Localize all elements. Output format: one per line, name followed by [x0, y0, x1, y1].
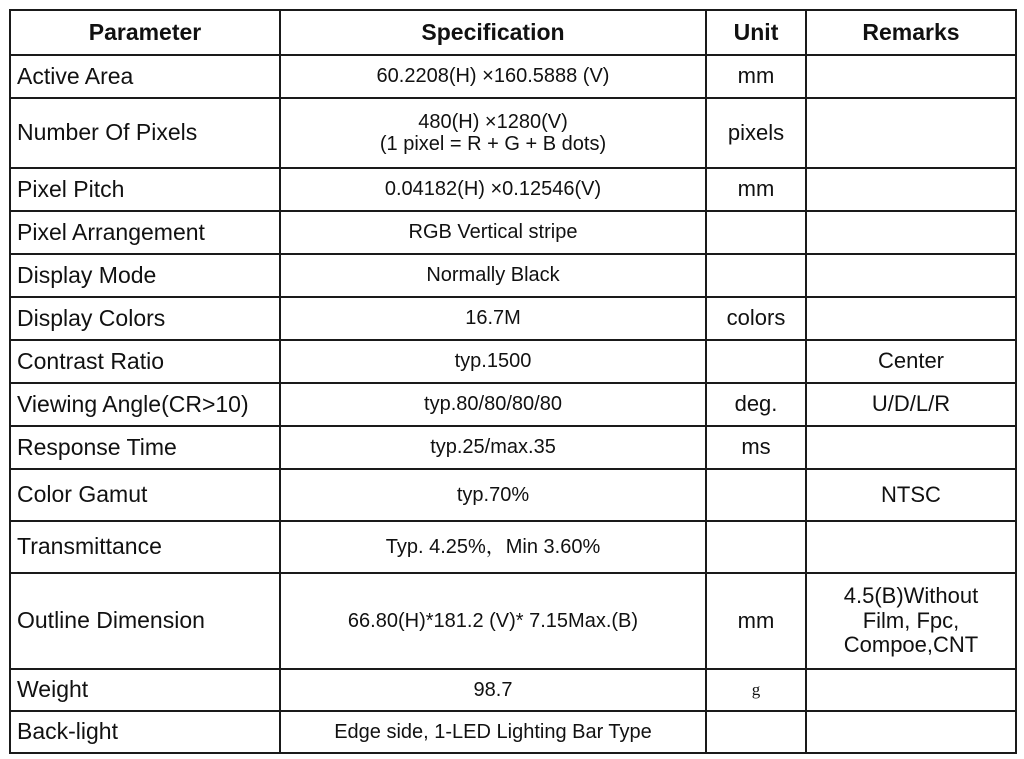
specification-cell [280, 426, 706, 469]
parameter-cell: Weight [10, 669, 280, 711]
specification-line: (1 pixel = R + G + B dots) [379, 133, 607, 155]
specification-cell [280, 469, 706, 521]
specification-cell [280, 254, 706, 297]
specification-line: 60.2208(H) ×160.5888 (V) [376, 65, 610, 88]
specification-cell [280, 711, 706, 753]
specification-line: Normally Black [426, 264, 560, 287]
header-specification: Specification [280, 10, 706, 55]
specification-line: 66.80(H)*181.2 (V)* 7.15Max.(B) [347, 609, 639, 632]
parameter-cell: Color Gamut [10, 469, 280, 521]
specification-cell [280, 211, 706, 254]
parameter-cell: Back-light [10, 711, 280, 753]
remarks-cell [806, 254, 1016, 297]
specification-line: 480(H) ×1280(V) [418, 110, 568, 133]
unit-cell [706, 254, 806, 297]
specification-cell [280, 383, 706, 426]
remarks-cell [806, 711, 1016, 753]
table-row [10, 168, 1016, 211]
remarks-cell [806, 340, 1016, 383]
unit-cell: deg. [706, 383, 806, 426]
table-body [10, 55, 1016, 753]
remarks-cell [806, 383, 1016, 426]
parameter-cell: Display Mode [10, 254, 280, 297]
parameter-cell: Contrast Ratio [10, 340, 280, 383]
specification-line: typ.70% [456, 483, 530, 506]
remarks-cell [806, 573, 1016, 669]
remarks-cell [806, 669, 1016, 711]
unit-cell: g [706, 669, 806, 711]
specification-line: Edge side, 1-LED Lighting Bar Type [334, 720, 652, 743]
unit-cell: pixels [706, 98, 806, 168]
table-row [10, 426, 1016, 469]
remarks-cell [806, 426, 1016, 469]
table-row [10, 211, 1016, 254]
table-row [10, 711, 1016, 753]
remarks-line: U/D/L/R [871, 391, 951, 417]
specification-cell [280, 521, 706, 573]
table-row [10, 98, 1016, 168]
parameter-cell: Outline Dimension [10, 573, 280, 669]
parameter-cell: Transmittance [10, 521, 280, 573]
table-row [10, 521, 1016, 573]
specification-cell [280, 55, 706, 98]
remarks-cell [806, 469, 1016, 521]
unit-cell [706, 340, 806, 383]
unit-cell [706, 711, 806, 753]
table-row [10, 254, 1016, 297]
header-remarks: Remarks [806, 10, 1016, 55]
header-row [10, 10, 1016, 55]
parameter-cell: Number Of Pixels [10, 98, 280, 168]
specification-cell [280, 98, 706, 168]
remarks-cell [806, 211, 1016, 254]
table-row [10, 297, 1016, 340]
remarks-cell [806, 168, 1016, 211]
specification-cell [280, 297, 706, 340]
unit-cell: colors [706, 297, 806, 340]
specification-line: typ.1500 [454, 350, 532, 373]
parameter-cell: Viewing Angle(CR>10) [10, 383, 280, 426]
specification-line: RGB Vertical stripe [408, 221, 578, 244]
remarks-cell [806, 297, 1016, 340]
specification-cell [280, 340, 706, 383]
specification-cell [280, 669, 706, 711]
parameter-cell: Active Area [10, 55, 280, 98]
table-row [10, 383, 1016, 426]
table-row [10, 669, 1016, 711]
unit-cell: ms [706, 426, 806, 469]
unit-cell: mm [706, 573, 806, 669]
unit-cell [706, 211, 806, 254]
unit-cell: mm [706, 168, 806, 211]
table-row [10, 55, 1016, 98]
parameter-cell: Response Time [10, 426, 280, 469]
parameter-cell: Pixel Arrangement [10, 211, 280, 254]
header-parameter: Parameter [10, 10, 280, 55]
specification-line: 16.7M [465, 307, 521, 330]
remarks-cell [806, 55, 1016, 98]
unit-cell: mm [706, 55, 806, 98]
remarks-line: Film, Fpc, [862, 607, 960, 633]
specification-line: typ.80/80/80/80 [424, 393, 562, 416]
specification-cell [280, 168, 706, 211]
specification-cell [280, 573, 706, 669]
remarks-line: Center [877, 348, 945, 374]
parameter-cell: Display Colors [10, 297, 280, 340]
unit-cell [706, 469, 806, 521]
remarks-line: Compoe,CNT [843, 632, 979, 658]
remarks-line: 4.5(B)Without [843, 583, 979, 609]
table-row [10, 573, 1016, 669]
parameter-cell: Pixel Pitch [10, 168, 280, 211]
specification-line: typ.25/max.35 [430, 436, 556, 459]
remarks-line: NTSC [881, 481, 941, 507]
table-row [10, 340, 1016, 383]
unit-cell [706, 521, 806, 573]
header-unit: Unit [706, 10, 806, 55]
specification-table [9, 9, 1017, 754]
table-row [10, 469, 1016, 521]
specification-line: 98.7 [473, 678, 513, 701]
specification-line: 0.04182(H) ×0.12546(V) [384, 178, 602, 201]
specification-line: Typ. 4.25%，Min 3.60% [385, 535, 601, 558]
remarks-cell [806, 521, 1016, 573]
remarks-cell [806, 98, 1016, 168]
